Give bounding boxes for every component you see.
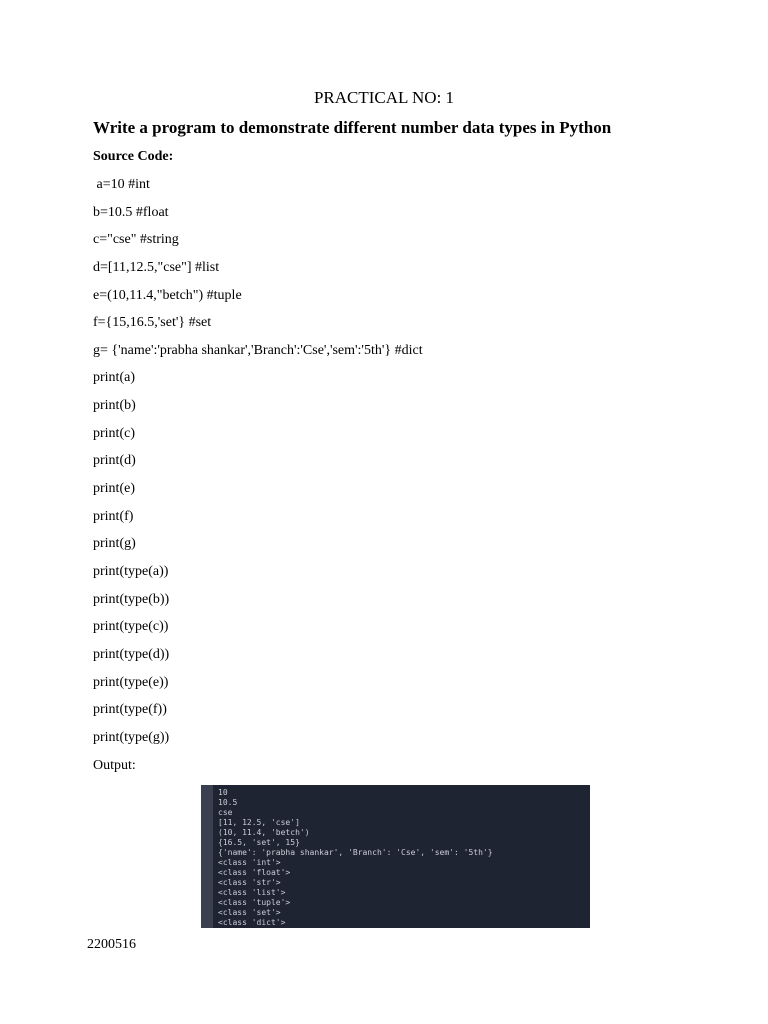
code-line: print(b) (93, 398, 136, 414)
code-line: print(type(d)) (93, 646, 170, 662)
code-line: print(type(a)) (93, 563, 169, 579)
output-line: (10, 11.4, 'betch') (218, 828, 310, 837)
source-code-block (93, 175, 423, 755)
code-line: a=10 #int (93, 177, 150, 192)
code-line: print(e) (93, 481, 135, 497)
code-line: c="cse" #string (93, 232, 179, 248)
page-footer-id: 2200516 (87, 937, 136, 952)
output-line: <class 'set'> (218, 908, 281, 917)
code-line: e=(10,11.4,"betch") #tuple (93, 287, 242, 303)
output-line: {16.5, 'set', 15} (218, 838, 300, 847)
terminal-output (218, 788, 493, 928)
output-line: <class 'int'> (218, 858, 281, 867)
code-line: print(g) (93, 536, 136, 552)
output-line: cse (218, 808, 233, 817)
output-line: 10.5 (218, 798, 238, 807)
source-code-label: Source Code: (93, 149, 174, 164)
output-line: <class 'float'> (218, 868, 291, 877)
output-line: [11, 12.5, 'cse'] (218, 818, 300, 827)
code-line: g= {'name':'prabha shankar','Branch':'Cse','sem':'5th'} #dict (93, 342, 423, 358)
output-line: {'name': 'prabha shankar', 'Branch': 'Cse', 'sem': '5th'} (218, 848, 493, 857)
output-line: 10 (218, 788, 228, 797)
code-line: b=10.5 #float (93, 204, 169, 220)
practical-heading: Write a program to demonstrate different number data types in Python (93, 118, 612, 137)
output-label: Output: (93, 758, 136, 773)
code-line: print(c) (93, 425, 135, 441)
output-line: <class 'tuple'> (218, 898, 291, 907)
code-line: print(type(b)) (93, 591, 170, 607)
page-title: PRACTICAL NO: 1 (313, 88, 455, 107)
code-line: f={15,16.5,'set'} #set (93, 315, 212, 331)
code-line: print(type(e)) (93, 674, 169, 690)
code-line: print(type(g)) (93, 729, 170, 745)
terminal-gutter (201, 785, 213, 928)
code-line: print(type(f)) (93, 702, 167, 718)
code-line: print(type(c)) (93, 619, 169, 635)
code-line: print(f) (93, 508, 134, 524)
output-line: <class 'list'> (218, 888, 286, 897)
code-line: print(a) (93, 370, 135, 386)
output-line: <class 'dict'> (218, 918, 286, 927)
output-screenshot (201, 785, 590, 928)
code-line: d=[11,12.5,"cse"] #list (93, 259, 220, 275)
output-line: <class 'str'> (218, 878, 281, 887)
code-line: print(d) (93, 453, 136, 469)
